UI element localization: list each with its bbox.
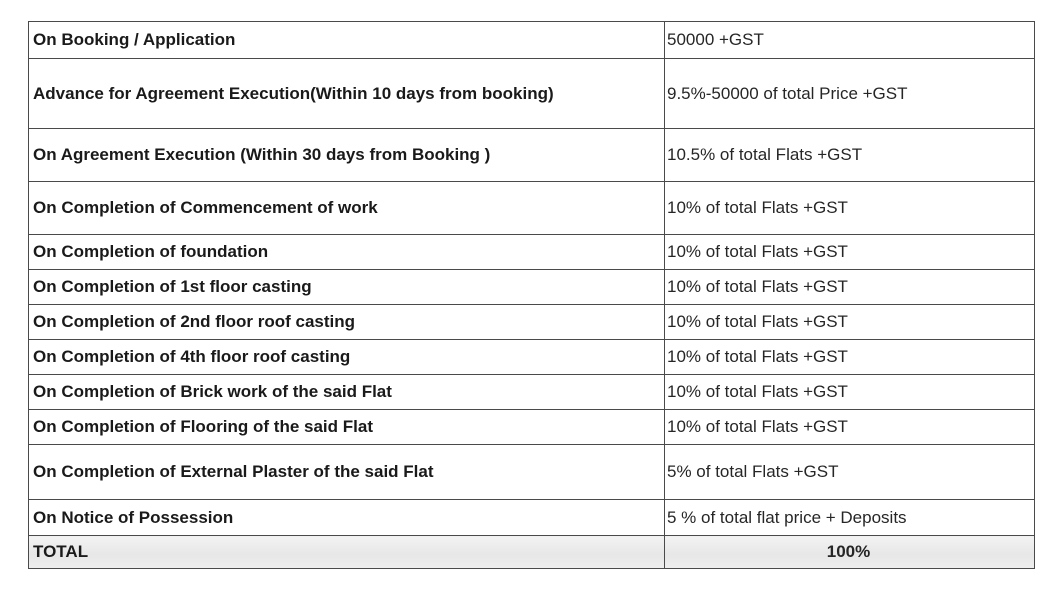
amount-cell: 10% of total Flats +GST — [665, 182, 1035, 235]
table-row — [29, 305, 1035, 340]
amount-cell: 10% of total Flats +GST — [665, 305, 1035, 340]
amount-cell: 5 % of total flat price + Deposits — [665, 500, 1035, 536]
stage-cell: On Booking / Application — [29, 22, 665, 59]
stage-cell: On Agreement Execution (Within 30 days from Booking ) — [29, 129, 665, 182]
table-row — [29, 500, 1035, 536]
stage-cell: On Completion of 1st floor casting — [29, 270, 665, 305]
stage-cell: On Completion of 2nd floor roof casting — [29, 305, 665, 340]
amount-cell: 5% of total Flats +GST — [665, 445, 1035, 500]
stage-cell: On Completion of External Plaster of the said Flat — [29, 445, 665, 500]
stage-cell: On Completion of Brick work of the said Flat — [29, 375, 665, 410]
stage-cell: On Completion of foundation — [29, 235, 665, 270]
table-row — [29, 270, 1035, 305]
amount-cell: 10% of total Flats +GST — [665, 340, 1035, 375]
payment-schedule-table — [28, 21, 1035, 569]
total-row — [29, 536, 1035, 569]
stage-cell: On Notice of Possession — [29, 500, 665, 536]
stage-cell: Advance for Agreement Execution(Within 10 days from booking) — [29, 59, 665, 129]
amount-cell: 10% of total Flats +GST — [665, 410, 1035, 445]
table-row — [29, 59, 1035, 129]
amount-cell: 50000 +GST — [665, 22, 1035, 59]
table-row — [29, 340, 1035, 375]
table-row — [29, 235, 1035, 270]
table-row — [29, 410, 1035, 445]
table-row — [29, 375, 1035, 410]
amount-cell: 10.5% of total Flats +GST — [665, 129, 1035, 182]
amount-cell: 10% of total Flats +GST — [665, 375, 1035, 410]
stage-cell: On Completion of Commencement of work — [29, 182, 665, 235]
amount-cell: 10% of total Flats +GST — [665, 235, 1035, 270]
total-label: TOTAL — [29, 536, 665, 569]
stage-cell: On Completion of 4th floor roof casting — [29, 340, 665, 375]
amount-cell: 10% of total Flats +GST — [665, 270, 1035, 305]
table-row — [29, 129, 1035, 182]
stage-cell: On Completion of Flooring of the said Flat — [29, 410, 665, 445]
table-row — [29, 22, 1035, 59]
total-value: 100% — [665, 536, 1035, 569]
table-row — [29, 182, 1035, 235]
amount-cell: 9.5%-50000 of total Price +GST — [665, 59, 1035, 129]
table-row — [29, 445, 1035, 500]
